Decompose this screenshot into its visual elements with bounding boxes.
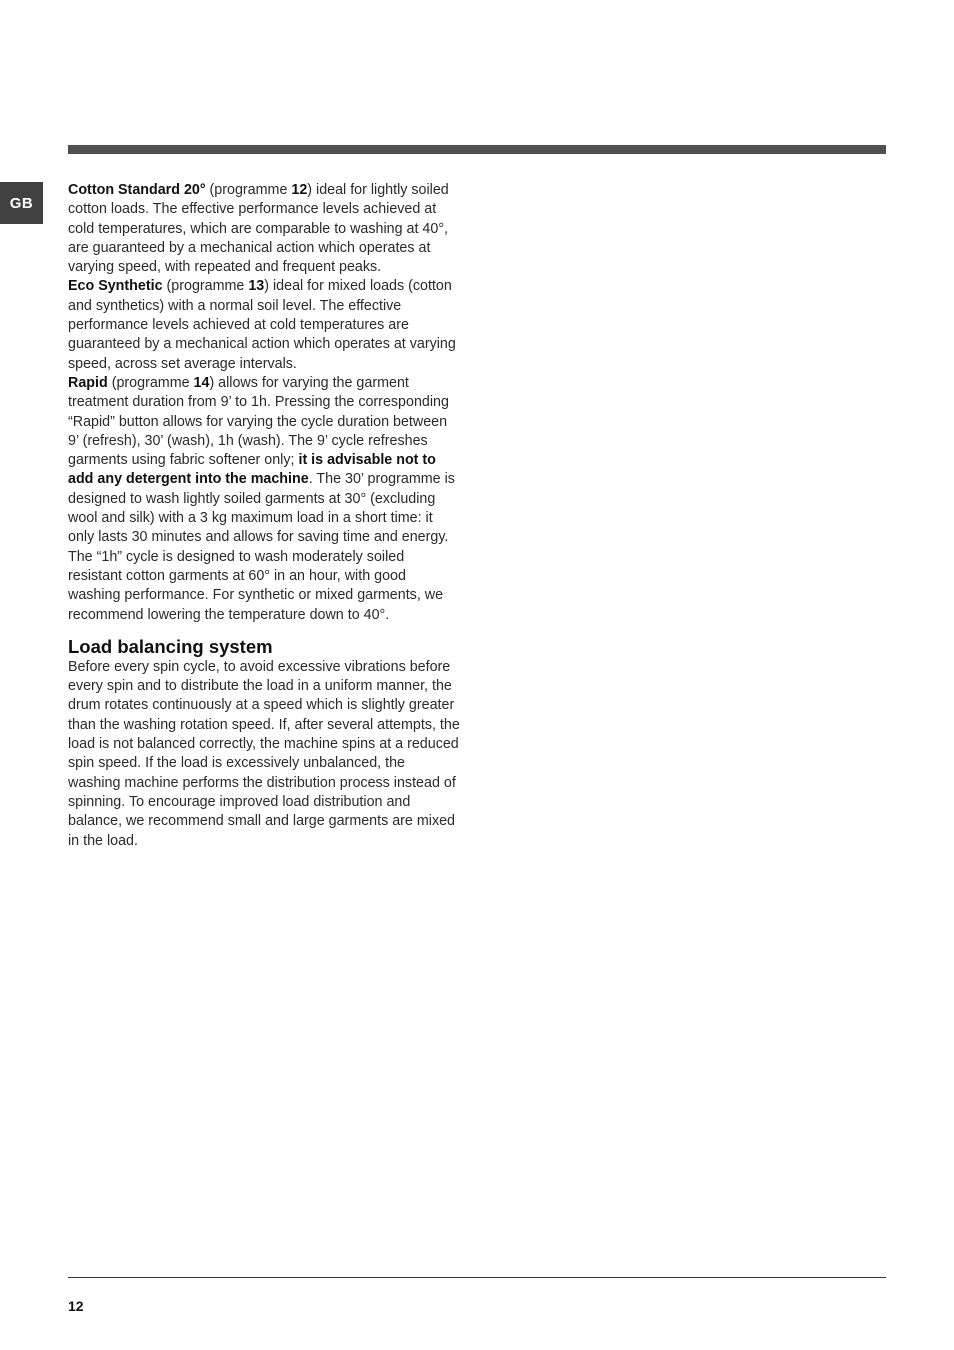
eco-synthetic-programme-number: 13 — [248, 278, 265, 295]
top-divider — [68, 145, 886, 154]
rapid-text-tail: . The 30’ programme is designed to wash lightly soiled garments at 30° (excluding wool and silk) with a 3 kg maximum load in a short time: it only lasts 30 minutes and allows for saving time and energy. The “1h” cycle is designed to wash moderately soiled resistant cotton garments at 60° in an hour, with good washing performance. For synthetic or mixed garments, we recommend lowering the temperature down to 40°. — [68, 471, 455, 623]
cotton-standard-paragraph — [68, 181, 460, 277]
eco-synthetic-paragraph — [68, 277, 460, 373]
cotton-standard-programme-number: 12 — [291, 182, 308, 198]
cotton-standard-title: Cotton Standard 20° — [68, 182, 206, 198]
bottom-divider — [68, 1277, 886, 1278]
rapid-detergent-warning: it is advisable not to add any detergent into the machine — [68, 452, 436, 488]
eco-synthetic-text: ) ideal for mixed loads (cotton and synthetics) with a normal soil level. The effective performance levels achieved at cold temperatures are guaranteed by a mechanical action which operates at varying speed, across set average intervals. — [68, 278, 456, 372]
load-balancing-paragraph: Before every spin cycle, to avoid excessive vibrations before every spin and to distribute the load in a uniform manner, the drum rotates continuously at a speed which is slightly greater than the washing rotation speed. If, after several attempts, the load is not balanced correctly, the machine spins at a reduced spin speed. If the load is excessively unbalanced, the washing machine performs the distribution process instead of spinning. To encourage improved load distribution and balance, we recommend small and large garments are mixed in the load. — [68, 658, 460, 849]
rapid-programme-number: 14 — [193, 374, 210, 391]
eco-synthetic-pre: (programme — [162, 278, 249, 295]
language-tab-label: GB — [9, 194, 34, 212]
language-tab — [0, 182, 43, 224]
cotton-standard-text: ) ideal for lightly soiled cotton loads. The effective performance levels achieved at cold temperatures, which are comparable to washing at 40°, are guaranteed by a mechanical action which operates at varying speed, with repeated and frequent peaks. — [68, 182, 449, 276]
rapid-paragraph — [68, 374, 460, 625]
page-number: 12 — [68, 1298, 84, 1314]
rapid-text: ) allows for varying the garment treatment duration from 9’ to 1h. Pressing the corresponding “Rapid” button allows for varying the cycle duration between 9’ (refresh), 30’ (wash), 1h (wash). The 9’ cycle refreshes garments using fabric softener only; — [68, 374, 449, 469]
eco-synthetic-title: Eco Synthetic — [68, 278, 163, 295]
cotton-standard-pre: (programme — [205, 182, 292, 198]
content-column — [68, 181, 460, 851]
rapid-title: Rapid — [68, 374, 108, 391]
rapid-pre: (programme — [107, 374, 194, 391]
load-balancing-heading: Load balancing system — [68, 635, 273, 657]
